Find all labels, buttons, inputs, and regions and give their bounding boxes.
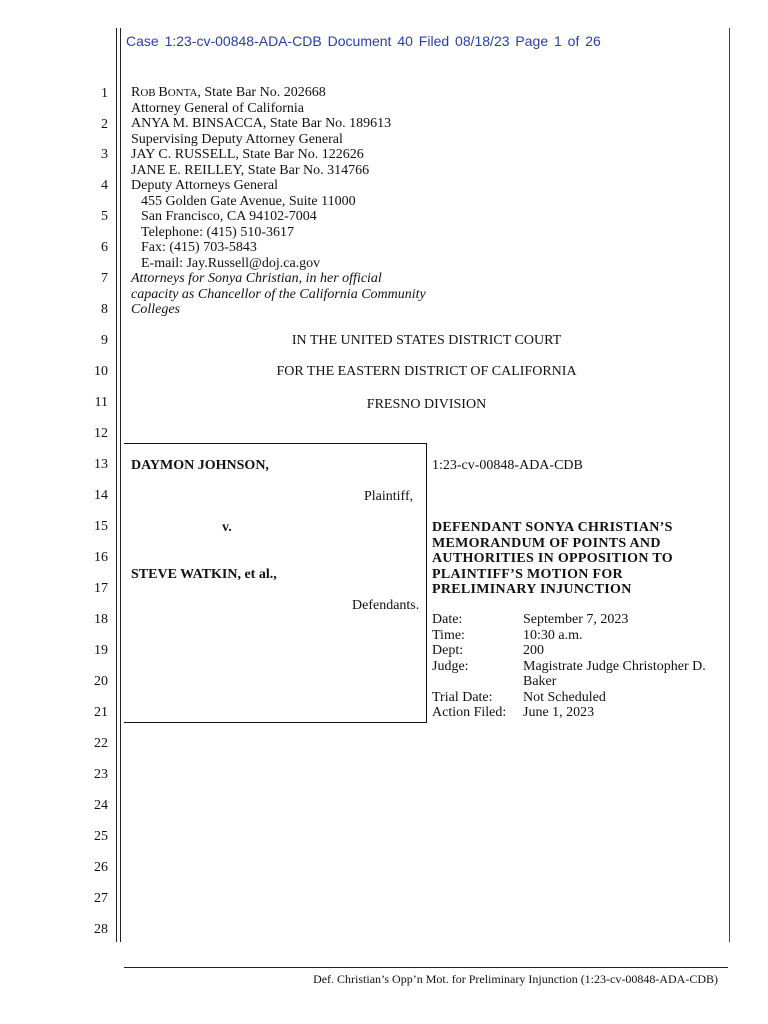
bonta-surname-rest: ONTA — [167, 87, 198, 99]
counsel-line-ag: Attorney General of California — [131, 100, 304, 116]
versus: v. — [222, 520, 232, 535]
bonta-bar-number: , State Bar No. 202668 — [197, 85, 326, 100]
counsel-line-reilley — [131, 163, 369, 179]
defendant-name: STEVE WATKIN, et al., — [131, 567, 277, 582]
page-footer: Def. Christian’s Opp’n Mot. for Preliminary Injunction (1:23-cv-00848-ADA-CDB) — [313, 972, 718, 986]
document-title-line: DEFENDANT SONYA CHRISTIAN’S — [432, 520, 673, 535]
caption-box — [124, 443, 427, 723]
left-margin-rule-inner — [120, 28, 121, 942]
document-title-line: PLAINTIFF’S MOTION FOR — [432, 566, 623, 582]
counsel-line-bonta — [131, 85, 326, 102]
hearing-label: Date: — [432, 612, 463, 627]
plaintiff-name: DAYMON JOHNSON, — [131, 458, 269, 473]
line-number: 17 — [94, 581, 108, 596]
russell-name: JAY C. RUSSELL — [131, 147, 236, 162]
counsel-email: E-mail: Jay.Russell@doj.ca.gov — [141, 255, 321, 271]
attorneys-for-line-2: capacity as Chancellor of the California Community — [131, 286, 426, 302]
counsel-fax: Fax: (415) 703-5843 — [141, 240, 257, 255]
bonta-initial: R — [131, 85, 141, 100]
attorneys-for-line-1: Attorneys for Sonya Christian, in her official — [131, 271, 382, 286]
line-number: 7 — [101, 271, 108, 286]
left-margin-rule — [116, 28, 117, 942]
line-number: 15 — [94, 519, 108, 534]
line-number: 23 — [94, 767, 108, 782]
line-number: 3 — [101, 147, 108, 162]
line-number: 25 — [94, 829, 108, 844]
reilley-bar-number: , State Bar No. 314766 — [240, 162, 370, 178]
line-number: 16 — [94, 550, 108, 565]
line-number: 9 — [101, 333, 108, 348]
case-header-stamp: Case 1:23-cv-00848-ADA-CDB Document 40 Filed 08/18/23 Page 1 of 26 — [126, 33, 601, 49]
line-number: 14 — [94, 488, 108, 503]
line-number: 5 — [101, 209, 108, 224]
bonta-surname-initial: B — [158, 85, 168, 100]
hearing-label: Action Filed: — [432, 705, 507, 720]
hearing-row-dept — [432, 643, 713, 659]
case-number: 1:23-cv-00848-ADA-CDB — [432, 458, 583, 473]
hearing-row-time — [432, 628, 713, 644]
hearing-label: Judge: — [432, 658, 469, 674]
hearing-label: Time: — [432, 627, 465, 643]
defendant-label: Defendants. — [352, 598, 420, 613]
attorneys-for-line-3: Colleges — [131, 302, 180, 317]
footer-rule — [124, 967, 728, 968]
russell-bar-number: , State Bar No. 122626 — [235, 147, 364, 162]
document-title-line: AUTHORITIES IN OPPOSITION TO — [432, 551, 673, 566]
court-name: IN THE UNITED STATES DISTRICT COURT — [291, 333, 562, 348]
hearing-details — [432, 612, 713, 721]
court-division: FRESNO DIVISION — [366, 397, 487, 412]
right-margin-rule — [729, 28, 730, 942]
bonta-first-rest: OB — [140, 87, 159, 99]
line-number: 20 — [94, 674, 108, 689]
hearing-row-date — [432, 612, 713, 628]
line-number: 4 — [101, 178, 108, 193]
reilley-name: JANE E. REILLEY — [131, 162, 241, 178]
line-number: 6 — [101, 240, 108, 255]
court-district: FOR THE EASTERN DISTRICT OF CALIFORNIA — [276, 364, 577, 379]
counsel-line-binsacca — [131, 116, 391, 132]
line-number: 13 — [94, 457, 108, 472]
hearing-value: September 7, 2023 — [523, 612, 629, 627]
binsacca-bar-number: , State Bar No. 189613 — [262, 116, 392, 131]
plaintiff-label: Plaintiff, — [364, 489, 414, 504]
document-title — [432, 520, 722, 598]
counsel-line-russell — [131, 147, 364, 163]
line-number: 1 — [101, 86, 108, 101]
line-number: 2 — [101, 117, 108, 132]
binsacca-name: ANYA M. BINSACCA — [131, 116, 263, 131]
line-number: 24 — [94, 798, 108, 813]
line-number: 8 — [101, 302, 108, 317]
line-number: 19 — [94, 643, 108, 658]
document-title-line: MEMORANDUM OF POINTS AND — [432, 535, 661, 551]
counsel-line-dag: Deputy Attorneys General — [131, 178, 278, 193]
line-number: 28 — [94, 922, 108, 937]
counsel-telephone: Telephone: (415) 510-3617 — [141, 224, 294, 240]
hearing-row-action-filed — [432, 705, 713, 721]
line-number: 22 — [94, 736, 108, 751]
line-number: 12 — [94, 426, 108, 441]
hearing-label: Trial Date: — [432, 689, 493, 705]
hearing-value: 200 — [523, 643, 544, 658]
line-number: 10 — [94, 364, 108, 379]
document-title-line: PRELIMINARY INJUNCTION — [432, 582, 632, 597]
hearing-value: 10:30 a.m. — [523, 627, 583, 643]
hearing-row-trial-date — [432, 690, 713, 706]
hearing-label: Dept: — [432, 643, 464, 658]
hearing-row-judge — [432, 659, 713, 690]
counsel-line-sdag: Supervising Deputy Attorney General — [131, 131, 343, 147]
line-number: 26 — [94, 860, 108, 875]
line-number: 27 — [94, 891, 108, 906]
line-number: 18 — [94, 612, 108, 627]
line-number: 21 — [94, 705, 108, 720]
hearing-value: Not Scheduled — [523, 689, 606, 705]
counsel-address-2: San Francisco, CA 94102-7004 — [141, 209, 317, 224]
counsel-address-1: 455 Golden Gate Avenue, Suite 11000 — [141, 193, 356, 209]
hearing-value: Magistrate Judge Christopher D. Baker — [523, 658, 706, 689]
line-number: 11 — [94, 395, 108, 410]
hearing-value: June 1, 2023 — [523, 705, 595, 720]
